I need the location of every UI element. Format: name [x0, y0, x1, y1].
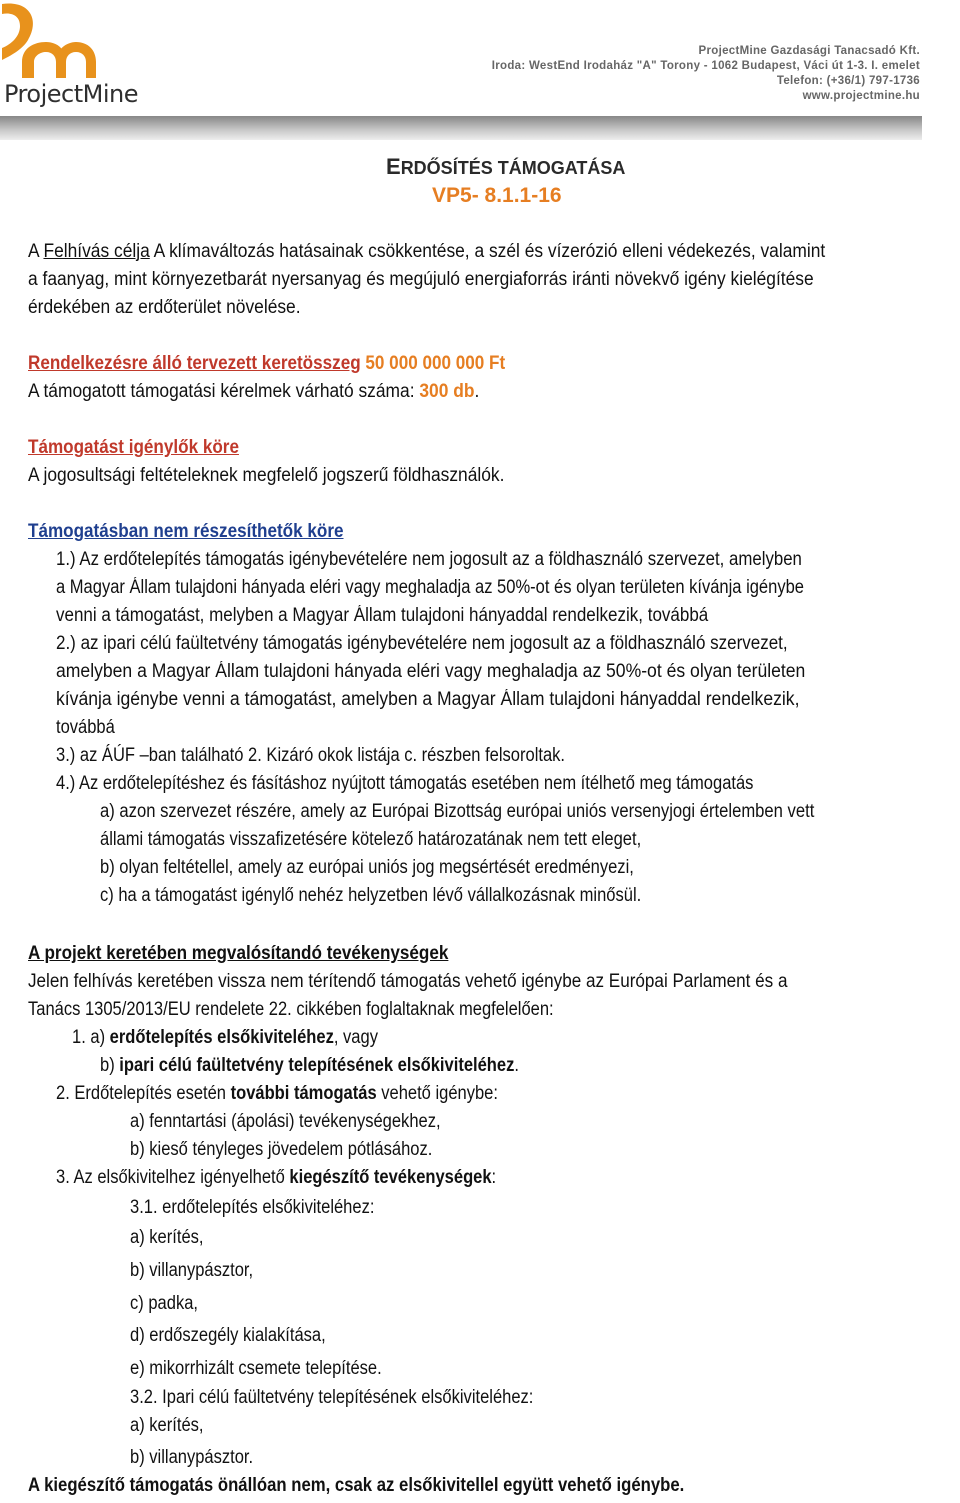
company-address: Iroda: WestEnd Irodaház "A" Torony - 1062 Budapest, Váci út 1-3. I. emelet	[491, 60, 920, 72]
count-line: A támogatott támogatási kérelmek várható száma: 300 db.	[28, 381, 480, 402]
excluded-4b: b) olyan feltétellel, amely az európai uniós jog megsértését eredményezi,	[100, 857, 634, 878]
count-value: 300 db	[419, 381, 475, 402]
sub-3-2-a: a) kerítés,	[130, 1415, 204, 1436]
sub-3-2: 3.2. Ipari célú faültetvény telepítésének elsőkiviteléhez:	[130, 1387, 534, 1408]
aim-line-2: a faanyag, mint környezetbarát nyersanyag és megújuló energiaforrás iránti növekvő igény kielégítése	[28, 269, 814, 290]
company-phone: Telefon: (+36/1) 797-1736	[776, 75, 920, 87]
excluded-2-line-2: amelyben a Magyar Állam tulajdoni hányada eléri vagy meghaladja az 50%-ot és olyan területen	[56, 661, 806, 682]
budget-value: 50 000 000 000 Ft	[360, 353, 506, 374]
item-2a: a) fenntartási (ápolási) tevékenységekhez,	[130, 1111, 441, 1132]
logo-text: ProjectMine	[4, 80, 138, 108]
item-3: 3. Az elsőkivitelhez igényelhető kiegészítő tevékenységek:	[56, 1167, 497, 1188]
sub-3-1-d: d) erdőszegély kialakítása,	[130, 1325, 326, 1346]
sub-3-2-b: b) villanypásztor.	[130, 1447, 254, 1468]
activities-line-2: Tanács 1305/2013/EU rendelete 22. cikkében foglaltaknak megfelelően:	[28, 999, 554, 1020]
activities-line-1: Jelen felhívás keretében vissza nem térítendő támogatás vehető igénybe az Európai Parlament és a	[28, 971, 788, 992]
activities-title: A projekt keretében megvalósítandó tevékenységek	[28, 943, 449, 964]
item-2: 2. Erdőtelepítés esetén további támogatás vehető igénybe:	[56, 1083, 498, 1104]
excluded-title: Támogatásban nem részesíthetők köre	[28, 521, 344, 542]
item-1a: 1. a) erdőtelepítés elsőkiviteléhez, vagy	[72, 1027, 378, 1048]
aim-line-3: érdekében az erdőterület növelése.	[28, 297, 301, 318]
excluded-2-line-4: továbbá	[56, 717, 115, 738]
company-info	[492, 44, 920, 104]
excluded-1-line-2: a Magyar Állam tulajdoni hányada eléri vagy meghaladja az 50%-ot és olyan területen kívánja igénybe	[56, 577, 804, 598]
eligible-text: A jogosultsági feltételeknek megfelelő jogszerű földhasználók.	[28, 465, 505, 486]
company-name: ProjectMine Gazdasági Tanacsadó Kft.	[698, 45, 920, 57]
item-2b: b) kieső tényleges jövedelem pótlásához.	[130, 1139, 433, 1160]
excluded-4: 4.) Az erdőtelepítéshez és fásításhoz nyújtott támogatás esetében nem ítélhető meg támogatás	[56, 773, 754, 794]
header-divider-bar	[0, 116, 922, 140]
logo-mark-icon	[0, 0, 120, 82]
sub-3-1-a: a) kerítés,	[130, 1227, 204, 1248]
sub-3-1-e: e) mikorrhizált csemete telepítése.	[130, 1358, 382, 1379]
excluded-4c: c) ha a támogatást igénylő nehéz helyzetben lévő vállalkozásnak minősül.	[100, 885, 642, 906]
sub-3-1-b: b) villanypásztor,	[130, 1260, 254, 1281]
excluded-1-line-1: 1.) Az erdőtelepítés támogatás igénybevételére nem jogosult az a földhasználó szervezet, amelyben	[56, 549, 802, 570]
excluded-2-line-1: 2.) az ipari célú faültetvény támogatás igénybevételére nem jogosult az a földhasználó szervezet,	[56, 633, 788, 654]
eligible-title: Támogatást igénylők köre	[28, 437, 239, 458]
excluded-4a-line-2: állami támogatás visszafizetésére kötelező határozatának nem tett eleget,	[100, 829, 642, 850]
aim-label: Felhívás célja	[43, 241, 150, 262]
budget-label: Rendelkezésre álló tervezett keretösszeg	[28, 353, 361, 374]
budget-line	[28, 350, 505, 378]
item-1b: b) ipari célú faültetvény telepítésének elsőkiviteléhez.	[100, 1055, 519, 1076]
excluded-4a-line-1: a) azon szervezet részére, amely az Európai Bizottság európai uniós versenyjogi értelemben vett	[100, 801, 815, 822]
company-website: www.projectmine.hu	[802, 90, 920, 102]
excluded-3: 3.) az ÁÚF –ban található 2. Kizáró okok listája c. részben felsoroltak.	[56, 745, 566, 766]
final-note: A kiegészítő támogatás önállóan nem, csak az elsőkivitellel együtt vehető igénybe.	[28, 1475, 685, 1496]
document-code: VP5- 8.1.1-16	[432, 184, 562, 207]
sub-3-1: 3.1. erdőtelepítés elsőkiviteléhez:	[130, 1197, 375, 1218]
excluded-2-line-3: kívánja igénybe venni a támogatást, amelyben a Magyar Állam tulajdoni hányaddal rendelkezik,	[56, 689, 800, 710]
excluded-1-line-3: venni a támogatást, melyben a Magyar Állam tulajdoni hányaddal rendelkezik, továbbá	[56, 605, 709, 626]
projectmine-logo	[0, 0, 138, 112]
document-title: ERDŐSÍTÉS TÁMOGATÁSA	[386, 154, 626, 179]
aim-line-1: A Felhívás célja A klímaváltozás hatásainak csökkentése, a szél és vízerózió elleni védekezés, valamint	[28, 241, 826, 262]
sub-3-1-c: c) padka,	[130, 1293, 198, 1314]
